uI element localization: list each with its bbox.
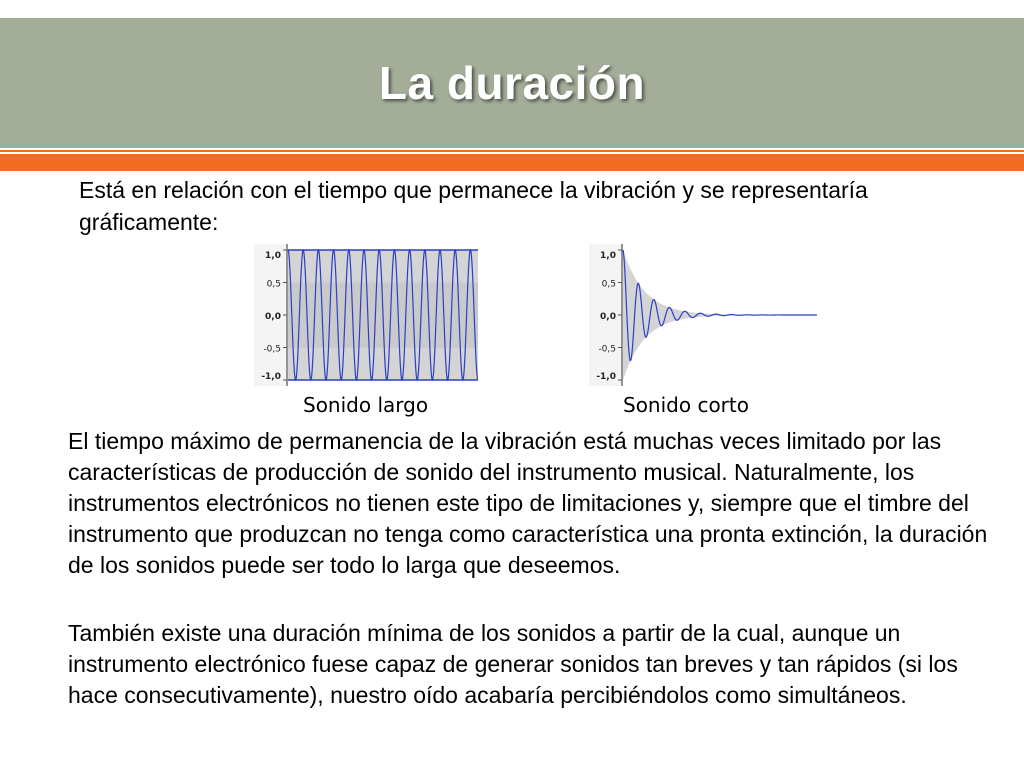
y-tick-label: 0,5 — [601, 279, 616, 290]
y-tick-label: -1,0 — [596, 372, 616, 382]
y-tick-label: -0,5 — [598, 344, 616, 355]
y-tick-label: 0,0 — [265, 312, 281, 322]
y-tick-label: 0,5 — [266, 279, 281, 290]
chart-sonido-corto — [589, 244, 817, 386]
y-tick-label: 1,0 — [265, 251, 281, 261]
accent-bar — [0, 154, 1024, 171]
caption-sonido-largo: Sonido largo — [303, 393, 429, 417]
slide-title: La duración — [378, 57, 646, 109]
paragraph-2: También existe una duración mínima de los sonidos a partir de la cual, aunque un instrumento electrónico fuese capaz de generar sonidos tan breves y tan rápidos (si los hace consecutivamente), nuestro oído acabaría percibiéndolos como simultáneos. — [68, 620, 958, 708]
y-tick-label: 0,0 — [600, 312, 616, 322]
chart-sonido-largo — [254, 244, 478, 386]
intro-text: Está en relación con el tiempo que permanece la vibración y se representaría gráficamente: — [79, 177, 868, 235]
caption-sonido-corto: Sonido corto — [623, 393, 749, 417]
y-tick-label: -1,0 — [261, 372, 281, 382]
y-tick-label: 1,0 — [600, 251, 616, 261]
paragraph-1: El tiempo máximo de permanencia de la vibración está muchas veces limitado por las características de producción de sonido del instrumento musical. Naturalmente, los instrumentos electrónicos no tienen este tipo de limitaciones y, siempre que el timbre del instrumento que produzcan no tenga como característica una pronta extinción, la duración de los sonidos puede ser todo lo larga que deseemos. — [68, 428, 988, 578]
accent-line — [0, 150, 1024, 152]
y-tick-label: -0,5 — [263, 344, 281, 355]
